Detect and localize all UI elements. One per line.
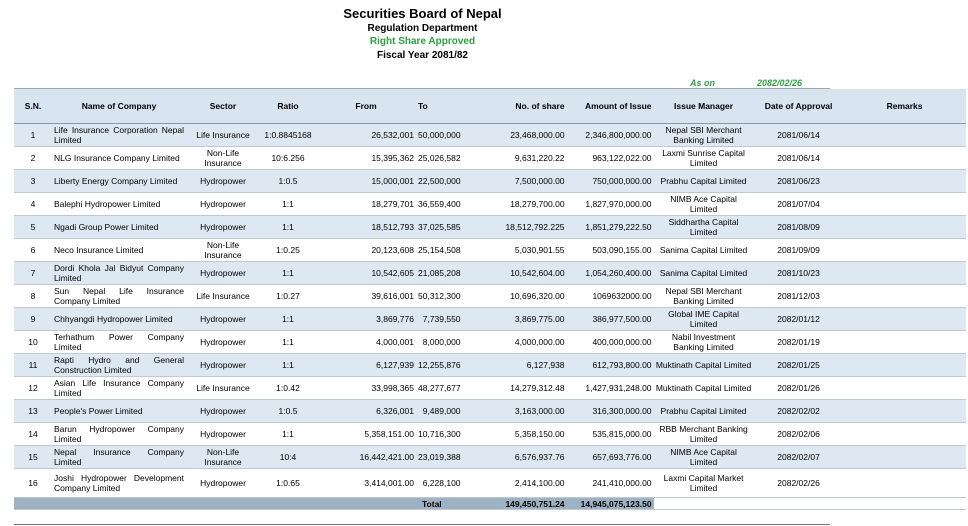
- total-row: [14, 498, 966, 510]
- issue-manager-cell: Laxmi Sunrise Capital Limited: [654, 147, 754, 170]
- remarks-cell: [844, 216, 966, 239]
- company-name-cell: Life Insurance Corporation Nepal Limited: [54, 125, 184, 145]
- ratio-cell: 1:1: [260, 331, 316, 354]
- issue-manager-cell: Prabhu Capital Limited: [654, 400, 754, 423]
- company-name-cell: Nepal Insurance Company Limited: [54, 447, 184, 467]
- company-name-cell: NLG Insurance Company Limited: [52, 147, 186, 170]
- ratio-cell: 1:0.42: [260, 377, 316, 400]
- approval-date-cell: 2081/07/04: [754, 193, 844, 216]
- department-label: Regulation Department: [367, 23, 478, 34]
- from-cell: 39,616,001: [316, 285, 416, 308]
- company-name-cell: Sun Nepal Life Insurance Company Limited: [54, 286, 184, 306]
- ratio-cell: 10:4: [260, 446, 316, 469]
- remarks-cell: [844, 400, 966, 423]
- approval-date-cell: 2082/01/25: [754, 354, 844, 377]
- approval-date-cell: 2081/10/23: [754, 262, 844, 285]
- sector-cell: Hydropower: [186, 423, 260, 446]
- company-name-cell: Balephi Hydropower Limited: [52, 193, 186, 216]
- issue-manager-cell: Nabil Investment Banking Limited: [654, 331, 754, 354]
- sector-cell: Hydropower: [186, 262, 260, 285]
- shares-cell: 5,030,901.55: [463, 239, 567, 262]
- col-remarks: Remarks: [844, 89, 966, 124]
- ratio-cell: 1:1: [260, 354, 316, 377]
- company-name-cell: Asian Life Insurance Company Limited: [54, 378, 184, 398]
- remarks-cell: [844, 423, 966, 446]
- sn-cell: 14: [14, 423, 52, 446]
- from-cell: 18,512,793: [316, 216, 416, 239]
- approval-date-cell: 2082/02/07: [754, 446, 844, 469]
- to-cell: 21,085,208: [416, 262, 463, 285]
- issue-manager-cell: Sanima Capital Limited: [654, 262, 754, 285]
- company-name-cell: Barun Hydropower Company Limited: [54, 424, 184, 444]
- shares-cell: 6,576,937.76: [463, 446, 567, 469]
- right-share-table: [14, 89, 966, 510]
- amount-cell: 612,793,800.00: [567, 354, 654, 377]
- table-row: [14, 216, 966, 239]
- issue-manager-cell: Nepal SBI Merchant Banking Limited: [654, 285, 754, 308]
- from-cell: 18,279,701: [316, 193, 416, 216]
- table-row: [14, 170, 966, 193]
- to-cell: 6,228,100: [416, 469, 463, 498]
- from-cell: 15,395,362: [316, 147, 416, 170]
- amount-cell: 386,977,500.00: [567, 308, 654, 331]
- remarks-cell: [844, 308, 966, 331]
- issue-manager-cell: Prabhu Capital Limited: [654, 170, 754, 193]
- amount-cell: 1,054,260,400.00: [567, 262, 654, 285]
- table-row: [14, 308, 966, 331]
- to-cell: 22,500,000: [416, 170, 463, 193]
- shares-cell: 4,000,000.00: [463, 331, 567, 354]
- issue-manager-cell: Global IME Capital Limited: [654, 308, 754, 331]
- from-cell: 5,358,151.00: [316, 423, 416, 446]
- fiscal-year-label: Fiscal Year 2081/82: [376, 50, 468, 61]
- shares-cell: 3,869,775.00: [463, 308, 567, 331]
- sn-cell: 5: [14, 216, 52, 239]
- sn-cell: 10: [14, 331, 52, 354]
- as-on-date: 2082/02/26: [757, 78, 803, 88]
- approval-date-cell: 2081/06/14: [754, 147, 844, 170]
- issue-manager-cell: NIMB Ace Capital Limited: [654, 446, 754, 469]
- ratio-cell: 1:0.65: [260, 469, 316, 498]
- remarks-cell: [844, 193, 966, 216]
- from-cell: 33,998,365: [316, 377, 416, 400]
- shares-cell: 9,631,220.22: [463, 147, 567, 170]
- to-cell: 9,489,000: [416, 400, 463, 423]
- issue-manager-cell: Muktinath Capital Limited: [654, 377, 754, 400]
- amount-cell: 1,851,279,222.50: [567, 216, 654, 239]
- col-approval-date: Date of Approval: [754, 89, 844, 124]
- sn-cell: 13: [14, 400, 52, 423]
- company-name-cell: Liberty Energy Company Limited: [52, 170, 186, 193]
- shares-cell: 10,696,320.00: [463, 285, 567, 308]
- amount-cell: 750,000,000.00: [567, 170, 654, 193]
- from-cell: 3,869,776: [316, 308, 416, 331]
- from-cell: 10,542,605: [316, 262, 416, 285]
- ratio-cell: 1:0.5: [260, 400, 316, 423]
- table-row: [14, 285, 966, 308]
- ratio-cell: 1:1: [260, 423, 316, 446]
- remarks-cell: [844, 285, 966, 308]
- report-subtitle: Right Share Approved: [369, 36, 476, 47]
- approval-date-cell: 2081/06/14: [754, 124, 844, 147]
- issue-manager-cell: RBB Merchant Banking Limited: [654, 423, 754, 446]
- remarks-cell: [844, 170, 966, 193]
- to-cell: 10,716,300: [416, 423, 463, 446]
- shares-cell: 18,512,792.225: [463, 216, 567, 239]
- shares-cell: 10,542,604.00: [463, 262, 567, 285]
- issue-manager-cell: Muktinath Capital Limited: [654, 354, 754, 377]
- amount-cell: 535,815,000.00: [567, 423, 654, 446]
- sector-cell: Hydropower: [186, 193, 260, 216]
- from-cell: 16,442,421.00: [316, 446, 416, 469]
- approval-date-cell: 2081/08/09: [754, 216, 844, 239]
- sector-cell: Non-Life Insurance: [186, 147, 260, 170]
- col-company: Name of Company: [52, 89, 186, 124]
- from-cell: 6,326,001: [316, 400, 416, 423]
- to-cell: 50,312,300: [416, 285, 463, 308]
- table-bottom-rule: [14, 524, 830, 525]
- sn-cell: 12: [14, 377, 52, 400]
- amount-cell: 503,090,155.00: [567, 239, 654, 262]
- shares-cell: 23,468,000.00: [463, 124, 567, 147]
- approval-date-cell: 2081/09/09: [754, 239, 844, 262]
- from-cell: 6,127,939: [316, 354, 416, 377]
- sn-cell: 4: [14, 193, 52, 216]
- remarks-cell: [844, 446, 966, 469]
- sn-cell: 16: [14, 469, 52, 498]
- amount-cell: 1069632000.00: [567, 285, 654, 308]
- amount-cell: 1,427,931,248.00: [567, 377, 654, 400]
- table-row: [14, 446, 966, 469]
- col-from: From: [316, 89, 416, 124]
- remarks-cell: [844, 262, 966, 285]
- remarks-cell: [844, 147, 966, 170]
- approval-date-cell: 2082/02/26: [754, 469, 844, 498]
- from-cell: 20,123,608: [316, 239, 416, 262]
- amount-cell: 316,300,000.00: [567, 400, 654, 423]
- sector-cell: Hydropower: [186, 469, 260, 498]
- to-cell: 8,000,000: [416, 331, 463, 354]
- sector-cell: Hydropower: [186, 331, 260, 354]
- table-row: [14, 124, 966, 147]
- sector-cell: Life Insurance: [186, 285, 260, 308]
- ratio-cell: 1:1: [260, 216, 316, 239]
- col-sn: S.N.: [14, 89, 52, 124]
- sector-cell: Life Insurance: [186, 377, 260, 400]
- remarks-cell: [844, 354, 966, 377]
- to-cell: 7,739,550: [416, 308, 463, 331]
- col-sector: Sector: [186, 89, 260, 124]
- approval-date-cell: 2082/02/02: [754, 400, 844, 423]
- shares-cell: 7,500,000.00: [463, 170, 567, 193]
- to-cell: 25,154,508: [416, 239, 463, 262]
- remarks-cell: [844, 377, 966, 400]
- to-cell: 48,277,677: [416, 377, 463, 400]
- ratio-cell: 1:1: [260, 193, 316, 216]
- col-to: To: [416, 89, 463, 124]
- to-cell: 36,559,400: [416, 193, 463, 216]
- sn-cell: 8: [14, 285, 52, 308]
- company-name-cell: Ngadi Group Power Limited: [52, 216, 186, 239]
- amount-cell: 657,693,776.00: [567, 446, 654, 469]
- ratio-cell: 1:1: [260, 308, 316, 331]
- shares-cell: 3,163,000.00: [463, 400, 567, 423]
- amount-cell: 241,410,000.00: [567, 469, 654, 498]
- as-on-label: As on: [690, 78, 716, 88]
- table-row: [14, 262, 966, 285]
- ratio-cell: 1:1: [260, 262, 316, 285]
- sn-cell: 6: [14, 239, 52, 262]
- shares-cell: 5,358,150.00: [463, 423, 567, 446]
- shares-cell: 18,279,700.00: [463, 193, 567, 216]
- approval-date-cell: 2082/02/06: [754, 423, 844, 446]
- company-name-cell: Joshi Hydropower Development Company Limited: [52, 469, 186, 498]
- total-amount: 14,945,075,123.50: [567, 498, 654, 510]
- sector-cell: Non-Life Insurance: [186, 446, 260, 469]
- table-row: [14, 239, 966, 262]
- shares-cell: 2,414,100.00: [463, 469, 567, 498]
- col-manager: Issue Manager: [654, 89, 754, 124]
- shares-cell: 6,127,938: [463, 354, 567, 377]
- sector-cell: Life Insurance: [186, 124, 260, 147]
- sector-cell: Hydropower: [186, 216, 260, 239]
- from-cell: 15,000,001: [316, 170, 416, 193]
- sector-cell: Hydropower: [186, 400, 260, 423]
- company-name-cell: Neco Insurance Limited: [52, 239, 186, 262]
- ratio-cell: 1:0.8845168: [260, 124, 316, 147]
- sector-cell: Hydropower: [186, 170, 260, 193]
- sn-cell: 9: [14, 308, 52, 331]
- ratio-cell: 1:0.27: [260, 285, 316, 308]
- approval-date-cell: 2082/01/19: [754, 331, 844, 354]
- from-cell: 3,414,001.00: [316, 469, 416, 498]
- approval-date-cell: 2082/01/26: [754, 377, 844, 400]
- table-row: [14, 147, 966, 170]
- amount-cell: 963,122,022.00: [567, 147, 654, 170]
- sn-cell: 1: [14, 124, 52, 147]
- approval-date-cell: 2081/12/03: [754, 285, 844, 308]
- col-ratio: Ratio: [260, 89, 316, 124]
- to-cell: 23,019,388: [416, 446, 463, 469]
- shares-cell: 14,279,312.48: [463, 377, 567, 400]
- company-name-cell: Chhyangdi Hydropower Limited: [52, 308, 186, 331]
- table-header-row: [14, 89, 966, 124]
- ratio-cell: 1:0.25: [260, 239, 316, 262]
- ratio-cell: 1:0.5: [260, 170, 316, 193]
- sn-cell: 11: [14, 354, 52, 377]
- company-name-cell: Terhathum Power Company Limited: [54, 332, 184, 352]
- to-cell: 50,000,000: [416, 124, 463, 147]
- sector-cell: Non-Life Insurance: [186, 239, 260, 262]
- sector-cell: Hydropower: [186, 308, 260, 331]
- table-row: [14, 400, 966, 423]
- amount-cell: 1,827,970,000.00: [567, 193, 654, 216]
- sn-cell: 3: [14, 170, 52, 193]
- from-cell: 4,000,001: [316, 331, 416, 354]
- table-row: [14, 193, 966, 216]
- amount-cell: 400,000,000.00: [567, 331, 654, 354]
- ratio-cell: 10:6.256: [260, 147, 316, 170]
- issue-manager-cell: NIMB Ace Capital Limited: [654, 193, 754, 216]
- approval-date-cell: 2082/01/12: [754, 308, 844, 331]
- sn-cell: 15: [14, 446, 52, 469]
- to-cell: 12,255,876: [416, 354, 463, 377]
- table-row: [14, 469, 966, 498]
- issue-manager-cell: Sanima Capital Limited: [654, 239, 754, 262]
- issue-manager-cell: Laxmi Capital Market Limited: [654, 469, 754, 498]
- page-title: Securities Board of Nepal: [343, 6, 502, 21]
- table-row: [14, 331, 966, 354]
- company-name-cell: People's Power Limited: [52, 400, 186, 423]
- to-cell: 25,026,582: [416, 147, 463, 170]
- from-cell: 26,532,001: [316, 124, 416, 147]
- remarks-cell: [844, 124, 966, 147]
- col-amount: Amount of Issue: [567, 89, 654, 124]
- table-row: [14, 354, 966, 377]
- sector-cell: Hydropower: [186, 354, 260, 377]
- company-name-cell: Rapti Hydro and General Construction Limited: [54, 355, 184, 375]
- to-cell: 37,025,585: [416, 216, 463, 239]
- table-row: [14, 377, 966, 400]
- issue-manager-cell: Siddhartha Capital Limited: [654, 216, 754, 239]
- issue-manager-cell: Nepal SBI Merchant Banking Limited: [654, 124, 754, 147]
- total-label: Total: [422, 498, 442, 509]
- approval-date-cell: 2081/06/23: [754, 170, 844, 193]
- table-row: [14, 423, 966, 446]
- total-shares: 149,450,751.24: [505, 498, 565, 509]
- remarks-cell: [844, 239, 966, 262]
- col-shares: No. of share: [463, 89, 567, 124]
- company-name-cell: Dordi Khola Jal Bidyut Company Limited: [54, 263, 184, 283]
- amount-cell: 2,346,800,000.00: [567, 124, 654, 147]
- remarks-cell: [844, 469, 966, 498]
- remarks-cell: [844, 331, 966, 354]
- sn-cell: 2: [14, 147, 52, 170]
- sn-cell: 7: [14, 262, 52, 285]
